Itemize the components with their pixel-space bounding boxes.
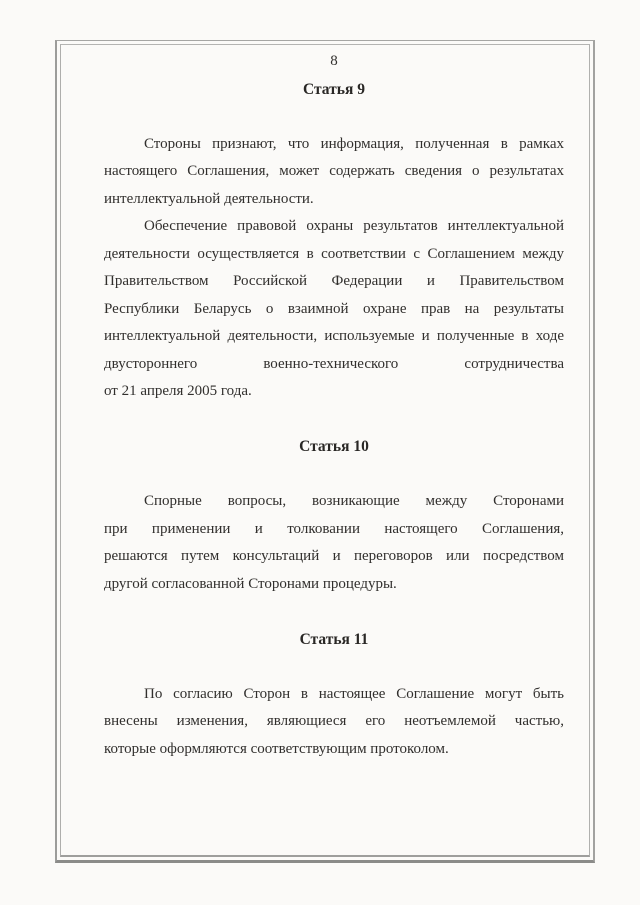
page-number: 8: [330, 53, 338, 69]
text-line: при применении и толковании настоящего Соглашения,: [104, 520, 564, 537]
text-line: внесены изменения, являющиеся его неотъемлемой частью,: [104, 713, 564, 729]
text-line: другой согласованной Сторонами процедуры.: [104, 575, 397, 592]
article-9-title: Статья 9: [303, 80, 365, 98]
text-line: По согласию Сторон в настоящее Соглашение могут быть: [144, 685, 564, 702]
text-line: Обеспечение правовой охраны результатов интеллектуальной: [144, 218, 564, 234]
text-line: Республики Беларусь о взаимной охране прав на результаты: [104, 300, 564, 317]
article-10-paragraph-1: [104, 488, 564, 598]
text-line: решаются путем консультаций и переговоров или посредством: [104, 548, 564, 564]
text-line: деятельности осуществляется в соответствии с Соглашением между: [104, 245, 564, 262]
text-line: настоящего Соглашения, может содержать сведения о результатах: [104, 163, 564, 179]
article-9-paragraph-1: [104, 131, 564, 214]
page-content: [104, 48, 564, 763]
text-line: от 21 апреля 2005 года.: [104, 383, 252, 399]
article-9-paragraph-2: [104, 213, 564, 406]
text-line: двустороннего военно-технического сотрудничества: [104, 355, 564, 372]
text-line: интеллектуальной деятельности.: [104, 190, 314, 207]
text-line: которые оформляются соответствующим протоколом.: [104, 740, 449, 757]
article-11-paragraph-1: [104, 681, 564, 764]
article-10-title: Статья 10: [299, 438, 369, 455]
text-line: Стороны признают, что информация, полученная в рамках: [144, 135, 564, 152]
text-line: Правительством Российской Федерации и Правительством: [104, 273, 564, 289]
text-line: Спорные вопросы, возникающие между Сторонами: [144, 493, 564, 509]
text-line: интеллектуальной деятельности, используемые и полученные в ходе: [104, 328, 564, 344]
article-11-title: Статья 11: [299, 630, 369, 648]
